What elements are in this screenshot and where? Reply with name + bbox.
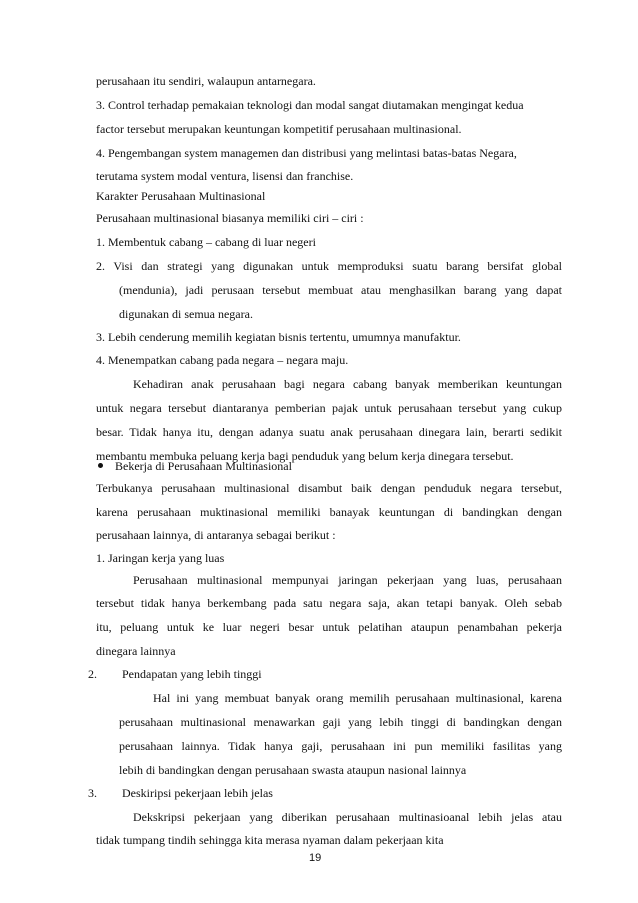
- section-heading: Bekerja di Perusahaan Multinasional: [115, 459, 292, 473]
- text-line: dinegara lainnya: [96, 644, 176, 658]
- text-line: digunakan di semua negara.: [119, 307, 253, 321]
- text-line: membantu membuka peluang kerja bagi penduduk yang belum kerja dinegara tersebut.: [96, 449, 514, 463]
- list-item: 2. Visi dan strategi yang digunakan untuk memproduksi suatu barang bersifat global: [96, 259, 562, 273]
- list-item: 1. Jaringan kerja yang luas: [96, 551, 225, 565]
- list-number: 3.: [88, 786, 97, 800]
- text-line: Hal ini yang membuat banyak orang memilih perusahaan multinasional, karena: [153, 691, 562, 705]
- text-line: karena perusahaan muktinasional memiliki banayak keuntungan di bandingkan dengan: [96, 505, 562, 519]
- list-item: 1. Membentuk cabang – cabang di luar negeri: [96, 235, 316, 249]
- text-line: Kehadiran anak perusahaan bagi negara cabang banyak memberikan keuntungan: [133, 377, 562, 391]
- text-line: Perusahaan multinasional mempunyai jaringan pekerjaan yang luas, perusahaan: [133, 573, 562, 587]
- list-heading: Deskiripsi pekerjaan lebih jelas: [122, 786, 273, 800]
- text-line: perusahaan lainnya. Tidak hanya gaji, perusahaan ini pun memiliki fasilitas yang: [119, 739, 562, 753]
- text-line: Terbukanya perusahaan multinasional disambut baik dengan penduduk negara tersebut,: [96, 481, 562, 495]
- list-item: 4. Menempatkan cabang pada negara – negara maju.: [96, 353, 349, 367]
- page-number: 19: [309, 852, 322, 864]
- text-line: (mendunia), jadi perusaan tersebut membuat atau menghasilkan barang yang dapat: [119, 283, 562, 297]
- list-heading: Pendapatan yang lebih tinggi: [122, 667, 262, 681]
- text-line: 4. Pengembangan system managemen dan distribusi yang melintasi batas-batas Negara,: [96, 146, 517, 160]
- text-line: terutama system modal ventura, lisensi dan franchise.: [96, 169, 354, 183]
- text-line: tidak tumpang tindih sehingga kita merasa nyaman dalam pekerjaan kita: [96, 833, 444, 847]
- text-line: untuk negara tersebut diantaranya pemberian pajak untuk perusahaan tersebut yang cukup: [96, 401, 562, 415]
- text-line: perusahaan lainnya, di antaranya sebagai berikut :: [96, 528, 336, 542]
- text-line: tersebut tidak hanya berkembang pada satu negara saja, akan tetapi banyak. Oleh sebab: [96, 596, 562, 610]
- list-item: 3. Lebih cenderung memilih kegiatan bisnis tertentu, umumnya manufaktur.: [96, 330, 461, 344]
- text-line: factor tersebut merupakan keuntungan kompetitif perusahaan multinasional.: [96, 122, 462, 136]
- text-line: Perusahaan multinasional biasanya memiliki ciri – ciri :: [96, 211, 364, 225]
- text-line: itu, peluang untuk ke luar negeri besar untuk pelatihan ataupun penambahan pekerja: [96, 620, 562, 634]
- text-line: perusahaan itu sendiri, walaupun antarnegara.: [96, 74, 316, 88]
- section-heading: Karakter Perusahaan Multinasional: [96, 189, 266, 203]
- text-line: perusahaan multinasional menawarkan gaji yang lebih tinggi di bandingkan dengan: [119, 715, 562, 729]
- list-number: 2.: [88, 667, 97, 681]
- text-line: lebih di bandingkan dengan perusahaan swasta ataupun nasional lainnya: [119, 763, 467, 777]
- text-line: besar. Tidak hanya itu, dengan adanya suatu anak perusahaan dinegara lain, berarti sedikit: [96, 425, 562, 439]
- bullet-icon: [98, 463, 103, 468]
- text-line: Dekskripsi pekerjaan yang diberikan perusahaan multinasioanal lebih jelas atau: [133, 810, 562, 824]
- text-line: 3. Control terhadap pemakaian teknologi dan modal sangat diutamakan mengingat kedua: [96, 98, 524, 112]
